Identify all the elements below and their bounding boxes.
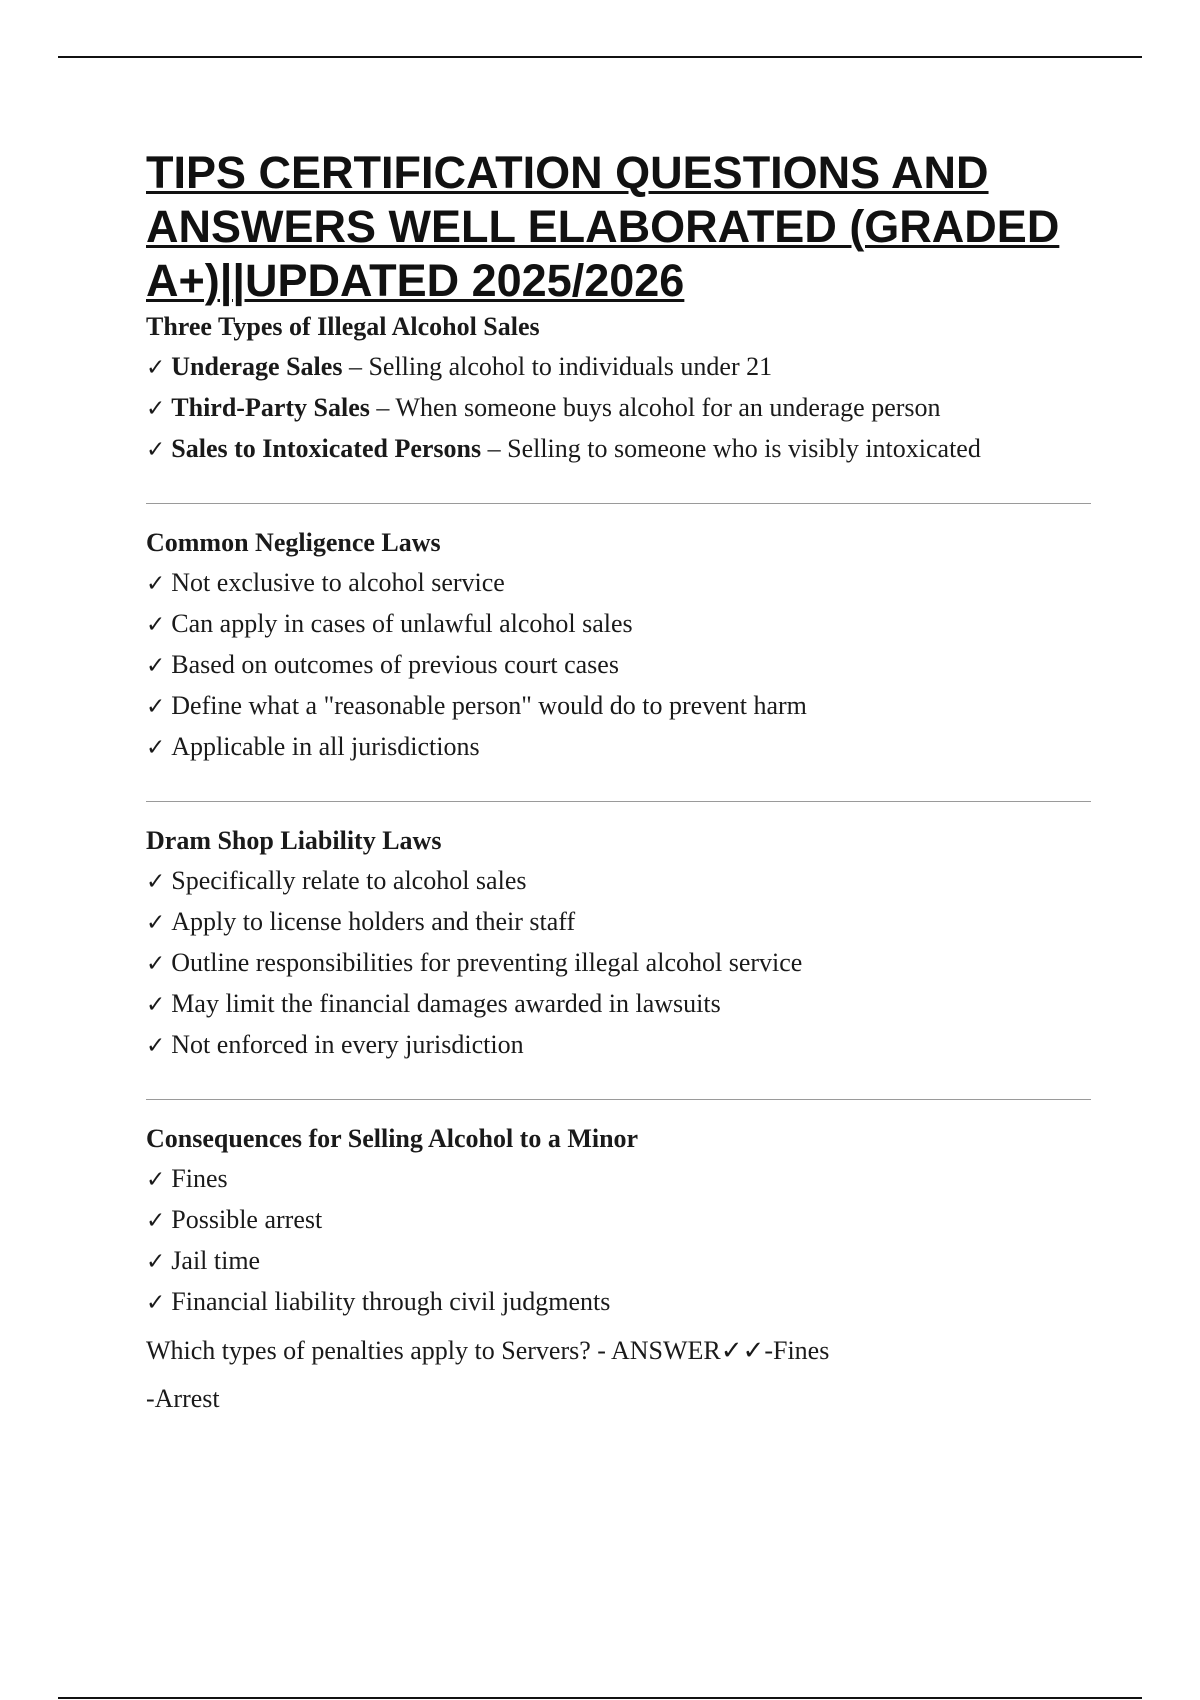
list-item bbox=[146, 650, 1091, 681]
item-term: Third-Party Sales bbox=[171, 393, 370, 422]
question-answer bbox=[146, 1336, 1091, 1414]
list-item bbox=[146, 866, 1091, 897]
check-icon: ✓ bbox=[146, 396, 166, 422]
item-text: Not enforced in every jurisdiction bbox=[171, 1030, 524, 1059]
section-divider bbox=[146, 801, 1091, 802]
list-item bbox=[146, 1030, 1091, 1061]
list-item bbox=[146, 1287, 1091, 1318]
list-item bbox=[146, 1164, 1091, 1195]
check-icon: ✓ bbox=[146, 694, 166, 720]
list-item bbox=[146, 1246, 1091, 1277]
section-heading: Consequences for Selling Alcohol to a Minor bbox=[146, 1124, 639, 1153]
top-rule bbox=[58, 56, 1142, 58]
document-title: TIPS CERTIFICATION QUESTIONS AND ANSWERS WELL ELABORATED (GRADED A+)||UPDATED 2025/2026 bbox=[146, 147, 1060, 306]
item-text: May limit the financial damages awarded in lawsuits bbox=[171, 989, 721, 1018]
item-term: Sales to Intoxicated Persons bbox=[171, 434, 482, 463]
section-dram-shop-laws bbox=[146, 826, 1091, 1061]
section-minor-consequences bbox=[146, 1124, 1091, 1318]
item-text: Can apply in cases of unlawful alcohol sales bbox=[171, 609, 633, 638]
check-icon: ✓ bbox=[146, 355, 166, 381]
section-divider bbox=[146, 503, 1091, 504]
check-icon: ✓ bbox=[146, 869, 166, 895]
item-text: Not exclusive to alcohol service bbox=[171, 568, 505, 597]
list-item bbox=[146, 989, 1091, 1020]
list-item bbox=[146, 948, 1091, 979]
list-item bbox=[146, 691, 1091, 722]
check-icon: ✓ bbox=[146, 735, 166, 761]
check-icon: ✓ bbox=[146, 1033, 166, 1059]
item-text: Apply to license holders and their staff bbox=[171, 907, 576, 936]
item-text: Possible arrest bbox=[171, 1205, 323, 1234]
list-item bbox=[146, 568, 1091, 599]
item-text: – Selling to someone who is visibly intoxicated bbox=[481, 434, 981, 463]
item-text: Applicable in all jurisdictions bbox=[171, 732, 480, 761]
item-text: Jail time bbox=[171, 1246, 261, 1275]
check-icon: ✓ bbox=[146, 992, 166, 1018]
question-line: Which types of penalties apply to Servers? - ANSWER✓✓-Fines bbox=[146, 1336, 830, 1365]
answer-line: -Arrest bbox=[146, 1384, 220, 1413]
item-text: Based on outcomes of previous court cases bbox=[171, 650, 619, 679]
bottom-rule bbox=[58, 1697, 1142, 1699]
check-icon: ✓ bbox=[146, 612, 166, 638]
check-icon: ✓ bbox=[146, 1208, 166, 1234]
list-item bbox=[146, 732, 1091, 763]
list-item bbox=[146, 393, 1091, 424]
check-icon: ✓ bbox=[146, 910, 166, 936]
item-text: Define what a "reasonable person" would do to prevent harm bbox=[171, 691, 807, 720]
item-text: – Selling alcohol to individuals under 21 bbox=[342, 352, 773, 381]
item-term: Underage Sales bbox=[171, 352, 343, 381]
document-body bbox=[146, 146, 1091, 1432]
item-text: Specifically relate to alcohol sales bbox=[171, 866, 527, 895]
item-text: – When someone buys alcohol for an underage person bbox=[369, 393, 941, 422]
check-icon: ✓ bbox=[146, 951, 166, 977]
section-heading: Three Types of Illegal Alcohol Sales bbox=[146, 312, 540, 341]
section-illegal-sales bbox=[146, 312, 1091, 465]
check-icon: ✓ bbox=[146, 1249, 166, 1275]
section-negligence-laws bbox=[146, 528, 1091, 763]
check-icon: ✓ bbox=[146, 437, 166, 463]
list-item bbox=[146, 1205, 1091, 1236]
section-divider bbox=[146, 1099, 1091, 1100]
item-text: Fines bbox=[171, 1164, 228, 1193]
item-text: Financial liability through civil judgments bbox=[171, 1287, 611, 1316]
check-icon: ✓ bbox=[146, 1167, 166, 1193]
section-heading: Dram Shop Liability Laws bbox=[146, 826, 442, 855]
check-icon: ✓ bbox=[146, 1290, 166, 1316]
section-heading: Common Negligence Laws bbox=[146, 528, 441, 557]
list-item bbox=[146, 907, 1091, 938]
check-icon: ✓ bbox=[146, 571, 166, 597]
item-text: Outline responsibilities for preventing illegal alcohol service bbox=[171, 948, 803, 977]
list-item bbox=[146, 609, 1091, 640]
list-item bbox=[146, 352, 1091, 383]
check-icon: ✓ bbox=[146, 653, 166, 679]
list-item bbox=[146, 434, 1091, 465]
